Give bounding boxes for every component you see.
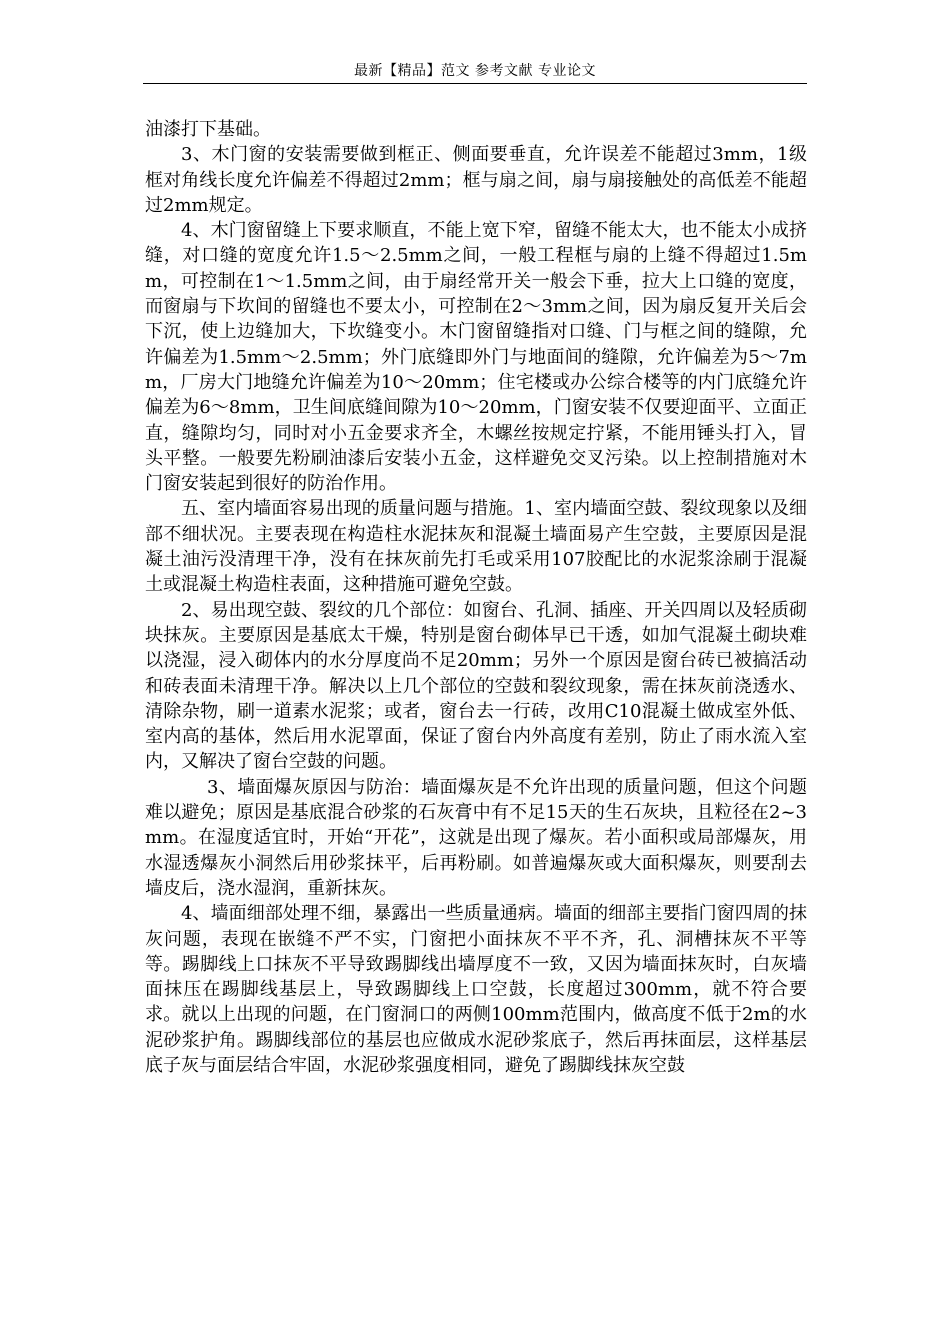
paragraph-hollowing-cracks: 2、易出现空鼓、裂纹的几个部位：如窗台、孔洞、插座、开关四周以及轻质砌块抹灰。主要原因是基底太干燥，特别是窗台砌体早已干透，如加气混凝土砌块难以浇湿，浸入砌体内的水分厚度尚不足20mm；另外一个原因是窗台砖已被搞活动和砖表面未清理干净。解决以上几个部位的空鼓和裂纹现象，需在抹灰前浇透水、清除杂物，刷一道素水泥浆；或者，窗台去一行砖，改用C10混凝土做成室外低、室内高的基体，然后用水泥罩面，保证了窗台内外高度有差别，防止了雨水流入室内，又解决了窗台空鼓的问题。	[145, 599, 807, 773]
paragraph-plaster-popping: 3、墙面爆灰原因与防治：墙面爆灰是不允许出现的质量问题，但这个问题难以避免；原因是基底混合砂浆的石灰膏中有不足15天的生石灰块，且粒径在2~3mm。在湿度适宜时，开始“开花”，这就是出现了爆灰。若小面积或局部爆灰，用水湿透爆灰小洞然后用砂浆抹平，后再粉刷。如普遍爆灰或大面积爆灰，则要刮去墙皮后，浇水湿润，重新抹灰。	[145, 776, 807, 899]
document-body	[145, 117, 807, 1078]
page-header: 最新【精品】范文 参考文献 专业论文	[354, 63, 596, 79]
header-divider	[143, 83, 807, 84]
paragraph-section-five: 五、室内墙面容易出现的质量问题与措施。1、室内墙面空鼓、裂纹现象以及细部不细状况。主要表现在构造柱水泥抹灰和混凝土墙面易产生空鼓，主要原因是混凝土油污没清理干净，没有在抹灰前先打毛或采用107胶配比的水泥浆涂刷于混凝土或混凝土构造柱表面，这种措施可避免空鼓。	[145, 498, 807, 596]
paragraph-continuation: 油漆打下基础。	[145, 119, 271, 140]
paragraph-door-window-installation: 3、木门窗的安装需要做到框正、侧面要垂直，允许误差不能超过3mm，1级框对角线长度允许偏差不得超过2mm；框与扇之间，扇与扇接触处的高低差不能超过2mm规定。	[145, 144, 807, 216]
paragraph-wall-details: 4、墙面细部处理不细，暴露出一些质量通病。墙面的细部主要指门窗四周的抹灰问题，表现在嵌缝不严不实，门窗把小面抹灰不平不齐，孔、洞槽抹灰不平等等。踢脚线上口抹灰不平导致踢脚线出墙厚度不一致，又因为墙面抹灰时，白灰墙面抹压在踢脚线基层上，导致踢脚线上口空鼓，长度超过300mm，就不符合要求。就以上出现的问题，在门窗洞口的两侧100mm范围内，做高度不低于2m的水泥砂浆护角。踢脚线部位的基层也应做成水泥砂浆底子，然后再抹面层，这样基层底子灰与面层结合牢固，水泥砂浆强度相同，避免了踢脚线抹灰空鼓	[145, 903, 807, 1076]
paragraph-door-window-gaps: 4、木门窗留缝上下要求顺直，不能上宽下窄，留缝不能太大，也不能太小成挤缝，对口缝的宽度允许1.5～2.5mm之间，一般工程框与扇的上缝不得超过1.5mm，可控制在1～1.5mm之间，由于扇经常开关一般会下垂，拉大上口缝的宽度，而窗扇与下坎间的留缝也不要太小，可控制在2～3mm之间，因为扇反复开关后会下沉，使上边缝加大，下坎缝变小。木门窗留缝指对口缝、门与框之间的缝隙，允许偏差为1.5mm～2.5mm；外门底缝即外门与地面间的缝隙，允许偏差为5～7mm，厂房大门地缝允许偏差为10～20mm；住宅楼或办公综合楼等的内门底缝允许偏差为6～8mm，卫生间底缝间隙为10～20mm，门窗安装不仅要迎面平、立面正直，缝隙均匀，同时对小五金要求齐全，木螺丝按规定拧紧，不能用锤头打入，冒头平整。一般要先粉刷油漆后安装小五金，这样避免交叉污染。以上控制措施对木门窗安装起到很好的防治作用。	[145, 220, 807, 495]
